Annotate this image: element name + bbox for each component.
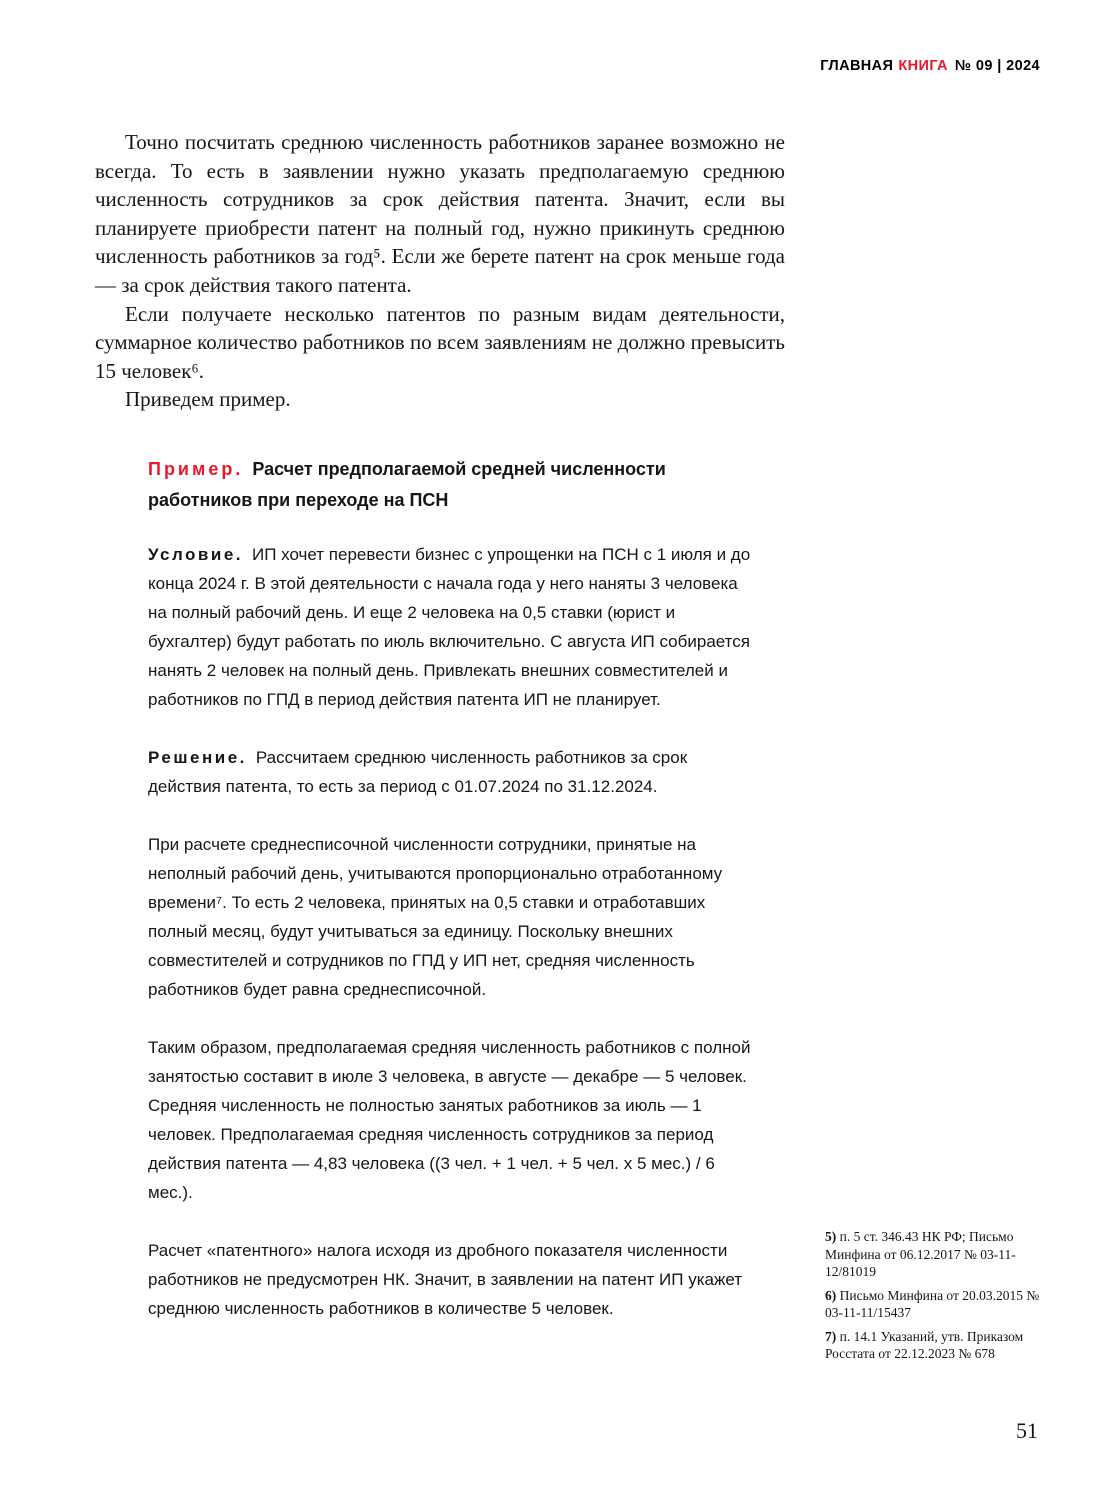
main-column <box>95 128 785 1323</box>
body-paragraph-3: Приведем пример. <box>125 387 291 412</box>
footnote-number: 5) <box>825 1229 837 1244</box>
example-block <box>148 454 756 1323</box>
condition-label: Условие. <box>148 544 243 564</box>
magazine-title: ГЛАВНАЯ <box>820 58 894 74</box>
footnote-text: п. 5 ст. 346.43 НК РФ; Письмо Минфина от 06.12.2017 № 03-11-12/81019 <box>825 1229 1016 1279</box>
footnote-number: 7) <box>825 1328 837 1344</box>
body-paragraph-1: Точно посчитать среднюю численность работников заранее возможно не всегда. То есть в заявлении нужно указать предполагаемую среднюю численность сотрудников за срок действия патента. Значит, если вы планируете приобрести патент на полный год, нужно прикинуть среднюю численность работников за год⁵. Если же берете патент на срок меньше года — за срок действия такого патента. <box>95 130 785 297</box>
footnotes <box>825 1228 1053 1369</box>
example-paragraph-3: Таким образом, предполагаемая средняя численность работников с полной занятостью составит в июле 3 человека, в августе — декабре — 5 человек. Средняя численность не полностью занятых работников за июль — 1 человек. Предполагаемая средняя численность сотрудников за период действия патента — 4,83 человека ((3 чел. + 1 чел. + 5 чел. х 5 мес.) / 6 мес.). <box>148 1037 751 1202</box>
example-title-text: Расчет предполагаемой средней численности работников при переходе на ПСН <box>148 458 666 510</box>
condition-text: ИП хочет перевести бизнес с упрощенки на ПСН с 1 июля и до конца 2024 г. В этой деятельности с начала года у него наняты 3 человека на полный рабочий день. И еще 2 человека на 0,5 ставки (юрист и бухгалтер) будут работать по июль включительно. С августа ИП собирается нанять 2 человек на полный день. Привлекать внешних совместителей и работников по ГПД в период действия патента ИП не планирует. <box>148 544 751 709</box>
footnote-5 <box>825 1228 1053 1281</box>
footnote-6 <box>825 1287 1053 1322</box>
example-paragraph-2: При расчете среднесписочной численности сотрудники, принятые на неполный рабочий день, учитываются пропорционально отработанному времени⁷. То есть 2 человека, принятых на 0,5 ставки и отработавших полный месяц, будут учитываться за единицу. Поскольку внешних совместителей и сотрудников по ГПД у ИП нет, средняя численность работников будет равна среднесписочной. <box>148 834 723 999</box>
example-label: Пример. <box>148 458 244 479</box>
footnote-text: Письмо Минфина от 20.03.2015 № 03-11-11/15437 <box>825 1287 1040 1320</box>
example-condition <box>148 540 756 714</box>
page-number: 51 <box>1016 1418 1038 1443</box>
example-paragraph-4: Расчет «патентного» налога исходя из дробного показателя численности работников не предусмотрен НК. Значит, в заявлении на патент ИП укажет среднюю численность работников в количестве 5 человек. <box>148 1240 743 1318</box>
magazine-title-accent: КНИГА <box>898 58 948 74</box>
footnote-7 <box>825 1328 1053 1363</box>
solution-label: Решение. <box>148 747 247 767</box>
body-paragraph-2: Если получаете несколько патентов по разным видам деятельности, суммарное количество работников по всем заявлениям не должно превысить 15 человек⁶. <box>95 301 785 383</box>
footnote-number: 6) <box>825 1287 837 1303</box>
example-title <box>148 454 756 516</box>
example-solution <box>148 743 756 801</box>
issue-number: № 09 | 2024 <box>954 58 1040 74</box>
page-header <box>0 58 1040 74</box>
footnote-text: п. 14.1 Указаний, утв. Приказом Росстата от 22.12.2023 № 678 <box>825 1328 1024 1361</box>
solution-text: Рассчитаем среднюю численность работников за срок действия патента, то есть за период с 01.07.2024 по 31.12.2024. <box>148 747 688 796</box>
